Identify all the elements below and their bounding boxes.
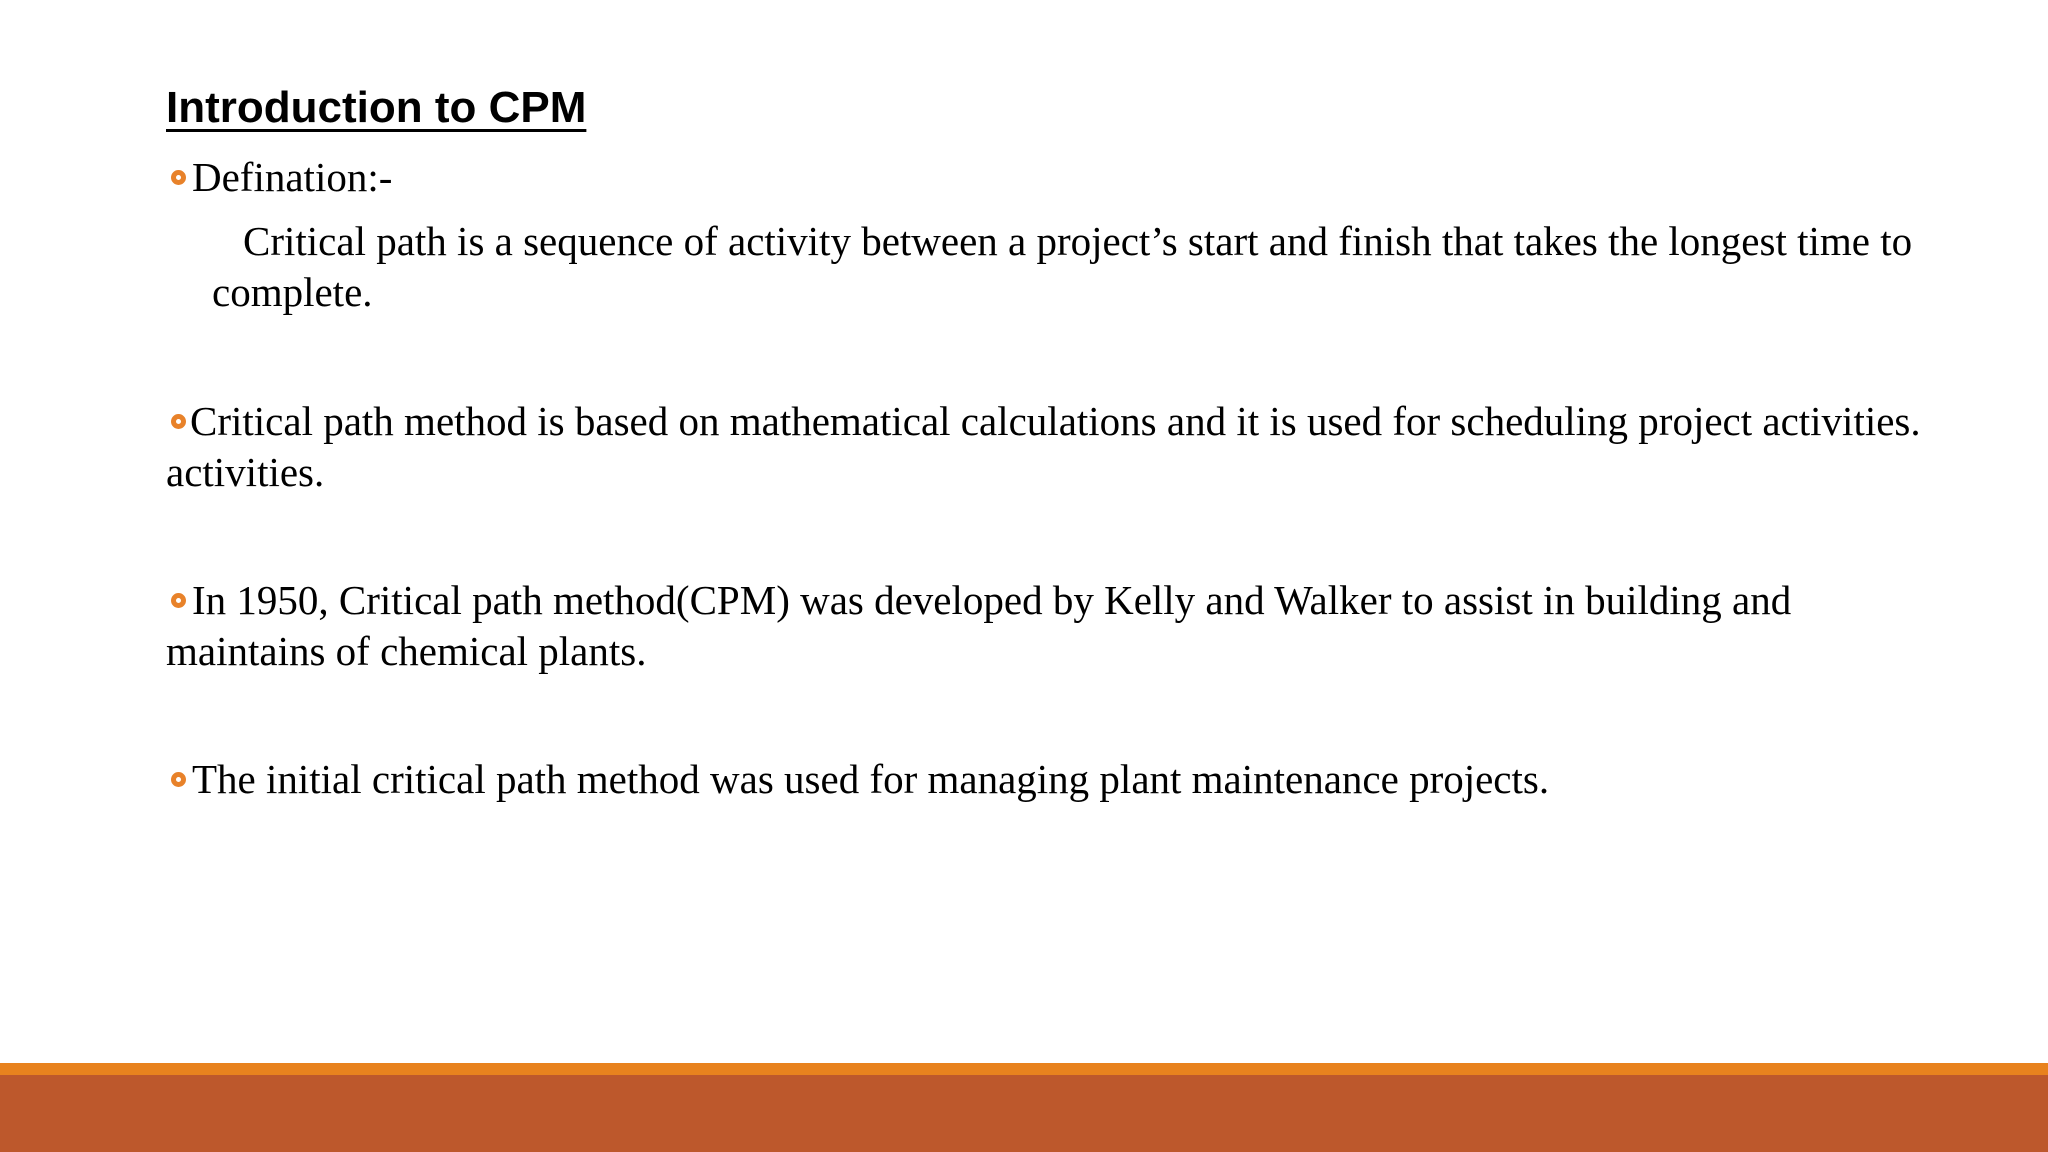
bullet-2-line-2: maintains of chemical plants. <box>166 628 647 674</box>
bullet-3-line-1: The initial critical path method was used for managing plant maintenance projects. <box>192 756 1550 802</box>
definition-label: Defination:- <box>192 154 393 200</box>
footer-bar <box>0 1075 2048 1152</box>
bullet-1-line-1: Critical path method is based on mathematical calculations and it is used for scheduling project activities. <box>190 398 1921 444</box>
footer-accent-bar <box>0 1063 2048 1075</box>
orange-ring-bullet-icon <box>171 414 186 429</box>
slide-title: Introduction to CPM <box>166 83 587 132</box>
orange-ring-bullet-icon <box>171 170 186 185</box>
definition-text-line-2: complete. <box>212 269 373 315</box>
bullet-1-line-2: activities. <box>166 449 325 495</box>
bullet-2-line-1: In 1950, Critical path method(CPM) was developed by Kelly and Walker to assist in building and <box>192 577 1792 623</box>
orange-ring-bullet-icon <box>171 772 186 787</box>
orange-ring-bullet-icon <box>171 593 186 608</box>
definition-text-line-1: Critical path is a sequence of activity between a project’s start and finish that takes the longest time to <box>243 218 1913 264</box>
